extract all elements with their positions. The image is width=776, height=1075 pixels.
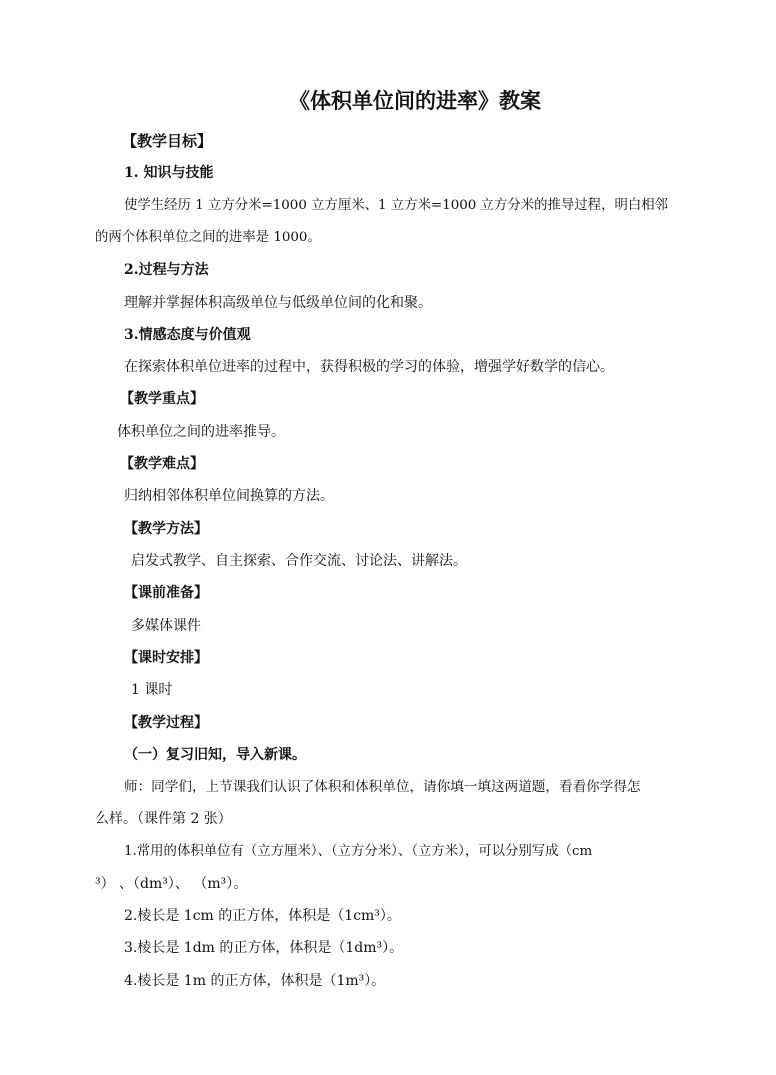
prep-text: 多媒体课件 [131, 618, 201, 634]
step1-heading: （一）复习旧知，导入新课。 [124, 747, 306, 763]
goal2-text: 理解并掌握体积高级单位与低级单位间的化和聚。 [124, 295, 432, 311]
teacher-line1: 师：同学们，上节课我们认识了体积和体积单位，请你填一填这两道题，看看你学得怎 [124, 779, 641, 795]
goal1-heading: 1. 知识与技能 [124, 165, 214, 181]
key-heading: 【教学重点】 [120, 391, 204, 407]
teacher-line2: 么样。（课件第 2 张） [95, 811, 232, 827]
method-heading: 【教学方法】 [124, 521, 208, 537]
goals-heading: 【教学目标】 [122, 132, 213, 150]
document-title: 《体积单位间的进率》教案 [289, 88, 541, 113]
schedule-heading: 【课时安排】 [124, 650, 208, 666]
difficulty-heading: 【教学难点】 [120, 456, 204, 472]
process-heading: 【教学过程】 [124, 715, 208, 731]
q1-line1: 1.常用的体积单位有（立方厘米）、（立方分米）、（立方米），可以分别写成（cm [124, 844, 593, 859]
prep-heading: 【课前准备】 [124, 585, 208, 601]
goal3-heading: 3.情感态度与价值观 [124, 327, 251, 343]
method-text: 启发式教学、自主探索、合作交流、讨论法、讲解法。 [131, 553, 467, 569]
goal3-text: 在探索体积单位进率的过程中，获得积极的学习的体验，增强学好数学的信心。 [124, 359, 614, 375]
goal1-text-line2: 的两个体积单位之间的进率是 1000。 [95, 230, 321, 245]
q1-line2: ³） 、（dm³）、 （m³）。 [95, 876, 248, 892]
goal1-text-line1: 使学生经历 1 立方分米=1000 立方厘米、1 立方米=1000 立方分米的推导过程，明白相邻 [124, 198, 669, 213]
key-text: 体积单位之间的进率推导。 [117, 424, 285, 440]
schedule-text: 1 课时 [131, 682, 173, 698]
q2-text: 2.棱长是 1cm 的正方体，体积是（1cm³）。 [124, 908, 401, 924]
goal2-heading: 2.过程与方法 [124, 262, 209, 278]
q4-text: 4.棱长是 1m 的正方体，体积是（1m³）。 [124, 973, 386, 989]
difficulty-text: 归纳相邻体积单位间换算的方法。 [124, 488, 334, 504]
q3-text: 3.棱长是 1dm 的正方体，体积是（1dm³）。 [124, 940, 404, 956]
